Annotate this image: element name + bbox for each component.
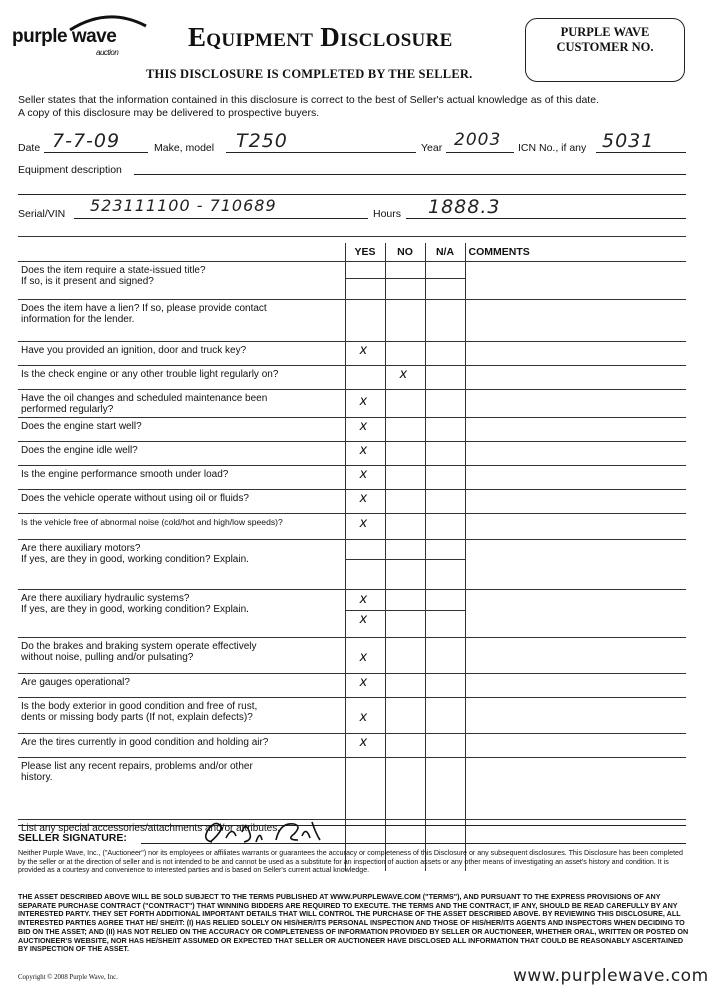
comments-cell[interactable] [465, 758, 686, 820]
na-cell[interactable] [425, 540, 465, 590]
cell-subdivider [386, 278, 425, 279]
check-mark: x [359, 592, 368, 607]
customer-box-line1: PURPLE WAVE [560, 25, 650, 39]
check-mark: x [359, 491, 368, 506]
question-line1: Have you provided an ignition, door and truck key? [21, 345, 247, 356]
question-row [18, 734, 686, 758]
yes-cell[interactable] [345, 540, 385, 590]
section-divider [18, 236, 686, 237]
no-cell[interactable] [385, 366, 425, 390]
yes-cell[interactable] [345, 638, 385, 674]
question-text [18, 638, 345, 674]
question-line1: Does the vehicle operate without using oil or fluids? [21, 493, 249, 504]
date-field[interactable] [44, 152, 148, 153]
logo-text: purple wave [12, 26, 117, 47]
yes-header: YES [345, 243, 385, 262]
yes-cell[interactable] [345, 418, 385, 442]
comments-cell[interactable] [465, 390, 686, 418]
question-line1: Is the check engine or any other trouble light regularly on? [21, 369, 279, 380]
na-cell[interactable] [425, 590, 465, 638]
year-value: 2003 [454, 130, 502, 150]
disclosure-table [18, 243, 686, 871]
date-value: 7-7-09 [52, 130, 121, 152]
comments-cell[interactable] [465, 698, 686, 734]
icn-field[interactable] [596, 152, 686, 153]
question-text [18, 366, 345, 390]
question-row [18, 300, 686, 342]
equipment-description-field[interactable] [134, 174, 686, 175]
na-cell[interactable] [425, 390, 465, 418]
question-text [18, 418, 345, 442]
seller-signature [198, 812, 328, 853]
check-mark: x [359, 612, 368, 627]
yes-cell[interactable] [345, 514, 385, 540]
no-cell[interactable] [385, 466, 425, 490]
yes-cell[interactable] [345, 342, 385, 366]
copyright-text: Copyright © 2008 Purple Wave, Inc. [18, 974, 118, 981]
comments-cell[interactable] [465, 638, 686, 674]
no-cell[interactable] [385, 590, 425, 638]
na-cell[interactable] [425, 466, 465, 490]
comments-cell[interactable] [465, 342, 686, 366]
no-cell[interactable] [385, 262, 425, 300]
question-line1: Are there auxiliary hydraulic systems? [21, 593, 190, 604]
customer-box-line2: CUSTOMER NO. [556, 40, 654, 54]
question-line1: Are there auxiliary motors? [21, 543, 141, 554]
question-line1: Have the oil changes and scheduled maintenance been [21, 393, 268, 404]
disclaimer-text: Neither Purple Wave, Inc., ("Auctioneer") nor its employees or affiliates warrants or guarantees the accuracy or completeness of this Disclosure or any subsequent disclosures. This Disclosure has been completed by the seller or at the direction of seller and is not intended to be and cannot be used as a substitute for an inspection of auction assets or any other means of investigating an asset's history and condition. It is provided as a courtesy and convenience to interested parties and is based on Seller's current actual knowledge. [18, 849, 683, 875]
yes-cell[interactable] [345, 590, 385, 638]
serial-field[interactable] [74, 218, 368, 219]
cell-subdivider [346, 610, 385, 611]
no-cell[interactable] [385, 442, 425, 466]
no-cell[interactable] [385, 734, 425, 758]
make-value: T250 [236, 130, 288, 152]
na-cell[interactable] [425, 342, 465, 366]
question-line1: Are gauges operational? [21, 677, 130, 688]
question-text [18, 698, 345, 734]
make-field[interactable] [226, 152, 416, 153]
check-mark: x [359, 735, 368, 750]
check-mark: x [399, 367, 408, 382]
yes-cell[interactable] [345, 734, 385, 758]
icn-label: ICN No., if any [518, 142, 587, 154]
no-header: NO [385, 243, 425, 262]
check-mark: x [359, 394, 368, 409]
question-row [18, 674, 686, 698]
check-mark: x [359, 675, 368, 690]
question-text [18, 342, 345, 366]
check-mark: x [359, 710, 368, 725]
check-mark: x [359, 467, 368, 482]
yes-cell[interactable] [345, 442, 385, 466]
signature-divider [18, 825, 686, 826]
question-row [18, 366, 686, 390]
na-cell[interactable] [425, 490, 465, 514]
serial-label: Serial/VIN [18, 208, 66, 220]
no-cell[interactable] [385, 698, 425, 734]
hours-field[interactable] [406, 218, 686, 219]
question-text [18, 442, 345, 466]
equipment-description-label: Equipment description [18, 164, 122, 176]
comments-cell[interactable] [465, 262, 686, 300]
na-cell[interactable] [425, 262, 465, 300]
question-line2: dents or missing body parts (If not, explain defects)? [21, 712, 253, 723]
question-line2: without noise, pulling and/or pulsating? [21, 652, 194, 663]
year-field[interactable] [446, 152, 514, 153]
question-row [18, 490, 686, 514]
check-mark: x [359, 443, 368, 458]
no-cell[interactable] [385, 342, 425, 366]
na-cell[interactable] [425, 300, 465, 342]
comments-cell[interactable] [465, 442, 686, 466]
comments-cell[interactable] [465, 674, 686, 698]
no-cell[interactable] [385, 390, 425, 418]
purple-wave-logo [12, 26, 119, 57]
na-cell[interactable] [425, 514, 465, 540]
question-line1: Does the engine idle well? [21, 445, 138, 456]
check-mark: x [359, 419, 368, 434]
check-mark: x [359, 343, 368, 358]
yes-cell[interactable] [345, 758, 385, 820]
question-line2: information for the lender. [21, 314, 135, 325]
no-cell[interactable] [385, 300, 425, 342]
question-line1: List any special accessories/attachments and/or attributes. [21, 823, 281, 834]
question-line2: If yes, are they in good, working condition? Explain. [21, 554, 249, 565]
question-line2: If so, is it present and signed? [21, 276, 154, 287]
question-line2: performed regularly? [21, 404, 114, 415]
comments-cell[interactable] [465, 540, 686, 590]
question-line1: Is the engine performance smooth under load? [21, 469, 229, 480]
no-cell[interactable] [385, 514, 425, 540]
cell-subdivider [386, 559, 425, 560]
intro-text [18, 94, 698, 120]
comments-header: COMMENTS [465, 243, 686, 262]
question-line1: Are the tires currently in good condition and holding air? [21, 737, 269, 748]
no-cell[interactable] [385, 758, 425, 820]
seller-signature-label: SELLER SIGNATURE: [18, 832, 127, 844]
yes-cell[interactable] [345, 698, 385, 734]
yes-cell[interactable] [345, 262, 385, 300]
question-text [18, 514, 345, 540]
yes-cell[interactable] [345, 490, 385, 514]
comments-cell[interactable] [465, 590, 686, 638]
question-row [18, 638, 686, 674]
cell-subdivider [426, 559, 465, 560]
intro-line2: A copy of this disclosure may be delivered to prospective buyers. [18, 107, 320, 119]
intro-line1: Seller states that the information contained in this disclosure is correct to the best of Seller's actual knowledge as of this date. [18, 94, 599, 106]
na-header: N/A [425, 243, 465, 262]
comments-cell[interactable] [465, 466, 686, 490]
question-line2: history. [21, 772, 53, 783]
question-row [18, 590, 686, 638]
check-mark: x [359, 516, 368, 531]
cell-subdivider [346, 278, 385, 279]
question-text [18, 390, 345, 418]
question-row [18, 442, 686, 466]
question-row [18, 262, 686, 300]
comments-cell[interactable] [465, 366, 686, 390]
page-title: Equipment Disclosure [188, 22, 453, 52]
question-line1: Is the vehicle free of abnormal noise (cold/hot and high/low speeds)? [21, 517, 283, 527]
question-row [18, 466, 686, 490]
question-header [18, 243, 345, 262]
question-line1: Please list any recent repairs, problems and/or other [21, 761, 253, 772]
terms-text: THE ASSET DESCRIBED ABOVE WILL BE SOLD SUBJECT TO THE TERMS PUBLISHED AT WWW.PURPLEWAVE.COM ("TERMS"), AND PURSUANT TO THE EXPRESS PROVISIONS OF ANY SEPARATE PURCHASE CONTRACT ("CONTRACT") THAT WINNING BIDDERS ARE REQUIRED TO EXECUTE. THE TERMS AND THE CONTRACT, IF ANY, SHOULD BE READ CAREFULLY BY ANY INTERESTED PARTY. THEY SET FORTH ADDITIONAL IMPORTANT DETAILS THAT WILL CONTROL THE PURCHASE OF THE ASSET DESCRIBED ABOVE. BY REVIEWING THIS DISCLOSURE, ALL INTERESTED PARTIES AGREE THAT HE/ SHE/IT: (I) HAS RELIED SOLELY ON HIS/HER/ITS PERSONAL INSPECTION AND THOSE OF HIS/HER/ITS AGENTS AND INSPECTORS WHEN DECIDING TO BID ON THE ASSET; AND (II) HAS NOT RELIED ON THE ACCURACY OR COMPLETENESS OF INFORMATION PROVIDED BY SELLER OR AUCTIONEER, WHETHER ORAL, WRITTEN OR POSTED ON AUCTIONEER'S WEBSITE, NOR HAS HE/SHE/IT ASSUMED OR EXPECTED THAT SELLER OR AUCTIONEER HAVE DISCLOSED ALL INFORMATION THAT COULD BE REASONABLY ASCERTAINED BY INSPECTION OF THE ASSET. [18, 892, 689, 954]
question-row [18, 418, 686, 442]
yes-cell[interactable] [345, 674, 385, 698]
wave-swoosh-icon [68, 12, 148, 32]
hours-label: Hours [373, 208, 402, 220]
question-row [18, 514, 686, 540]
page-subtitle: THIS DISCLOSURE IS COMPLETED BY THE SELLER. [146, 67, 473, 81]
comments-cell[interactable] [465, 300, 686, 342]
date-label: Date [18, 142, 41, 154]
question-line1: Do the brakes and braking system operate effectively [21, 641, 257, 652]
question-row [18, 390, 686, 418]
na-cell[interactable] [425, 698, 465, 734]
question-text [18, 590, 345, 638]
no-cell[interactable] [385, 638, 425, 674]
icn-value: 5031 [602, 130, 655, 152]
question-text [18, 300, 345, 342]
na-cell[interactable] [425, 418, 465, 442]
question-row [18, 342, 686, 366]
na-cell[interactable] [425, 734, 465, 758]
cell-subdivider [426, 610, 465, 611]
cell-subdivider [426, 278, 465, 279]
na-cell[interactable] [425, 674, 465, 698]
question-text [18, 490, 345, 514]
question-text [18, 734, 345, 758]
na-cell[interactable] [425, 442, 465, 466]
equipment-description-field-line2[interactable] [18, 194, 686, 195]
question-line1: Does the item require a state-issued title? [21, 265, 206, 276]
comments-cell[interactable] [465, 514, 686, 540]
no-cell[interactable] [385, 490, 425, 514]
comments-cell[interactable] [465, 490, 686, 514]
question-row [18, 758, 686, 820]
question-text [18, 466, 345, 490]
question-text [18, 262, 345, 300]
customer-number-box[interactable] [525, 18, 685, 82]
check-mark: x [359, 650, 368, 665]
logo-subtext: auction [96, 48, 119, 57]
question-text [18, 758, 345, 820]
question-line1: Does the engine start well? [21, 421, 142, 432]
yes-cell[interactable] [345, 300, 385, 342]
question-line1: Is the body exterior in good condition and free of rust, [21, 701, 258, 712]
make-label: Make, model [154, 142, 215, 154]
no-cell[interactable] [385, 674, 425, 698]
question-row [18, 698, 686, 734]
no-cell[interactable] [385, 418, 425, 442]
na-cell[interactable] [425, 366, 465, 390]
comments-cell[interactable] [465, 418, 686, 442]
website-url[interactable]: www.purplewave.com [513, 966, 709, 986]
question-line2: If yes, are they in good, working condition? Explain. [21, 604, 249, 615]
year-label: Year [421, 142, 443, 154]
cell-subdivider [346, 559, 385, 560]
comments-cell[interactable] [465, 734, 686, 758]
cell-subdivider [386, 610, 425, 611]
na-cell[interactable] [425, 758, 465, 820]
serial-value: 523111100 - 710689 [90, 196, 277, 215]
no-cell[interactable] [385, 540, 425, 590]
na-cell[interactable] [425, 638, 465, 674]
yes-cell[interactable] [345, 390, 385, 418]
yes-cell[interactable] [345, 466, 385, 490]
question-text [18, 674, 345, 698]
question-line1: Does the item have a lien? If so, please provide contact [21, 303, 267, 314]
hours-value: 1888.3 [428, 196, 501, 218]
question-row [18, 540, 686, 590]
question-text [18, 540, 345, 590]
yes-cell[interactable] [345, 366, 385, 390]
signature-scrawl-icon [198, 812, 328, 848]
